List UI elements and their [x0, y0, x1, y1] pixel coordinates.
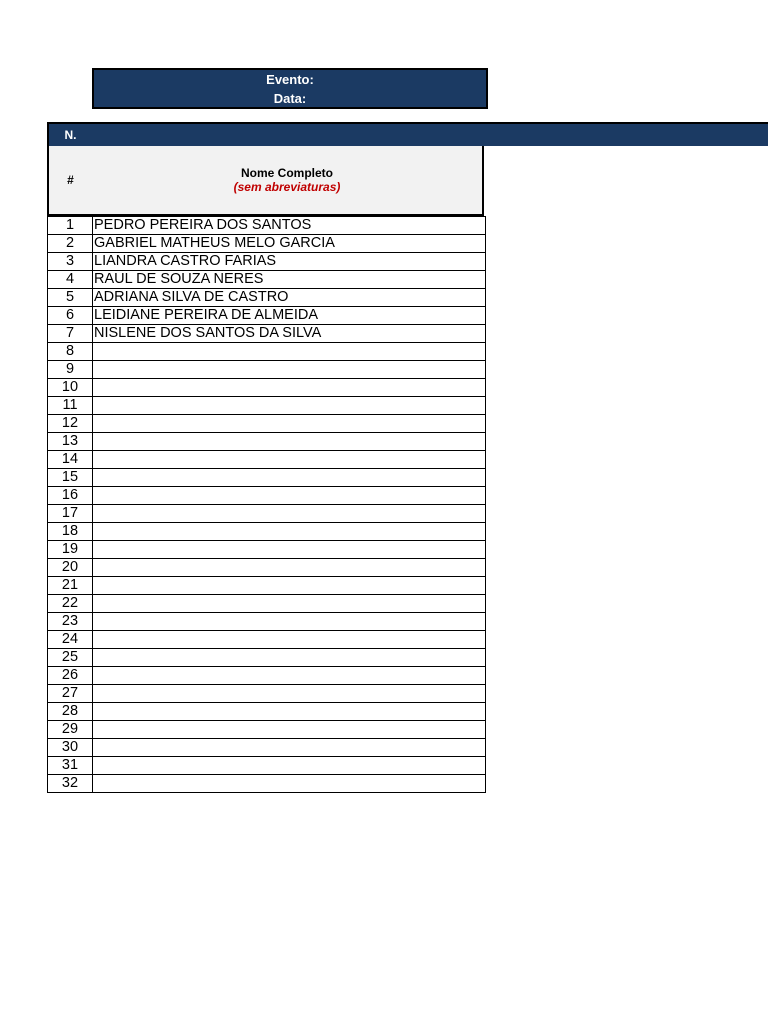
full-name-cell[interactable] [93, 415, 486, 433]
full-name-cell[interactable] [93, 379, 486, 397]
table-row [48, 739, 486, 757]
full-name-cell[interactable] [93, 739, 486, 757]
row-number-cell[interactable]: 32 [48, 775, 93, 793]
table-row [48, 667, 486, 685]
table-row [48, 613, 486, 631]
full-name-cell[interactable] [93, 685, 486, 703]
table-row [48, 469, 486, 487]
full-name-cell[interactable] [93, 577, 486, 595]
full-name-cell[interactable] [93, 757, 486, 775]
table-row [48, 325, 486, 343]
row-number-cell[interactable]: 19 [48, 541, 93, 559]
row-number-cell[interactable]: 12 [48, 415, 93, 433]
table-row [48, 343, 486, 361]
row-number-cell[interactable]: 14 [48, 451, 93, 469]
row-number-cell[interactable]: 17 [48, 505, 93, 523]
row-number-cell[interactable]: 6 [48, 307, 93, 325]
row-number-cell[interactable]: 29 [48, 721, 93, 739]
table-row [48, 559, 486, 577]
full-name-cell[interactable] [93, 775, 486, 793]
table-row [48, 703, 486, 721]
table-row [48, 487, 486, 505]
header-band [92, 122, 768, 146]
full-name-cell[interactable] [93, 451, 486, 469]
full-name-cell[interactable] [93, 397, 486, 415]
full-name-cell[interactable]: RAUL DE SOUZA NERES [93, 271, 486, 289]
row-number-cell[interactable]: 22 [48, 595, 93, 613]
row-number-cell[interactable]: 26 [48, 667, 93, 685]
full-name-cell[interactable] [93, 559, 486, 577]
name-column-title: Nome Completo [240, 166, 333, 180]
full-name-cell[interactable] [93, 721, 486, 739]
row-number-cell[interactable]: 24 [48, 631, 93, 649]
attendance-table [47, 216, 486, 793]
row-number-cell[interactable]: 27 [48, 685, 93, 703]
full-name-cell[interactable]: PEDRO PEREIRA DOS SANTOS [93, 217, 486, 235]
column-header-name [92, 146, 484, 216]
full-name-cell[interactable] [93, 469, 486, 487]
table-row [48, 649, 486, 667]
table-row [48, 379, 486, 397]
row-number-cell[interactable]: 9 [48, 361, 93, 379]
table-row [48, 361, 486, 379]
row-number-cell[interactable]: 3 [48, 253, 93, 271]
full-name-cell[interactable] [93, 505, 486, 523]
row-number-cell[interactable]: 7 [48, 325, 93, 343]
table-row [48, 775, 486, 793]
column-header-hash: # [47, 146, 94, 216]
row-number-cell[interactable]: 4 [48, 271, 93, 289]
table-row [48, 685, 486, 703]
table-row [48, 415, 486, 433]
full-name-cell[interactable]: NISLENE DOS SANTOS DA SILVA [93, 325, 486, 343]
row-number-cell[interactable]: 2 [48, 235, 93, 253]
table-row [48, 217, 486, 235]
table-row [48, 271, 486, 289]
full-name-cell[interactable]: LEIDIANE PEREIRA DE ALMEIDA [93, 307, 486, 325]
row-number-cell[interactable]: 25 [48, 649, 93, 667]
event-header [92, 68, 488, 109]
full-name-cell[interactable]: ADRIANA SILVA DE CASTRO [93, 289, 486, 307]
full-name-cell[interactable] [93, 703, 486, 721]
full-name-cell[interactable] [93, 631, 486, 649]
column-header-number: N. [47, 122, 94, 148]
row-number-cell[interactable]: 8 [48, 343, 93, 361]
row-number-cell[interactable]: 31 [48, 757, 93, 775]
row-number-cell[interactable]: 16 [48, 487, 93, 505]
table-row [48, 307, 486, 325]
table-row [48, 235, 486, 253]
full-name-cell[interactable] [93, 541, 486, 559]
full-name-cell[interactable] [93, 343, 486, 361]
evento-label: Evento: [266, 72, 314, 87]
row-number-cell[interactable]: 13 [48, 433, 93, 451]
table-row [48, 721, 486, 739]
full-name-cell[interactable] [93, 613, 486, 631]
full-name-cell[interactable] [93, 487, 486, 505]
table-row [48, 253, 486, 271]
row-number-cell[interactable]: 28 [48, 703, 93, 721]
row-number-cell[interactable]: 15 [48, 469, 93, 487]
table-row [48, 595, 486, 613]
full-name-cell[interactable] [93, 433, 486, 451]
full-name-cell[interactable] [93, 649, 486, 667]
table-row [48, 505, 486, 523]
full-name-cell[interactable]: LIANDRA CASTRO FARIAS [93, 253, 486, 271]
table-row [48, 451, 486, 469]
table-row [48, 541, 486, 559]
row-number-cell[interactable]: 18 [48, 523, 93, 541]
full-name-cell[interactable]: GABRIEL MATHEUS MELO GARCIA [93, 235, 486, 253]
table-row [48, 289, 486, 307]
table-row [48, 757, 486, 775]
row-number-cell[interactable]: 10 [48, 379, 93, 397]
name-column-subtitle: (sem abreviaturas) [233, 180, 341, 194]
full-name-cell[interactable] [93, 523, 486, 541]
full-name-cell[interactable] [93, 595, 486, 613]
table-row [48, 433, 486, 451]
full-name-cell[interactable] [93, 667, 486, 685]
row-number-cell[interactable]: 11 [48, 397, 93, 415]
row-number-cell[interactable]: 1 [48, 217, 93, 235]
table-row [48, 577, 486, 595]
table-row [48, 631, 486, 649]
full-name-cell[interactable] [93, 361, 486, 379]
row-number-cell[interactable]: 30 [48, 739, 93, 757]
row-number-cell[interactable]: 20 [48, 559, 93, 577]
table-row [48, 397, 486, 415]
row-number-cell[interactable]: 5 [48, 289, 93, 307]
attendance-table-body [48, 217, 486, 793]
row-number-cell[interactable]: 23 [48, 613, 93, 631]
data-label: Data: [273, 91, 307, 106]
table-row [48, 523, 486, 541]
row-number-cell[interactable]: 21 [48, 577, 93, 595]
